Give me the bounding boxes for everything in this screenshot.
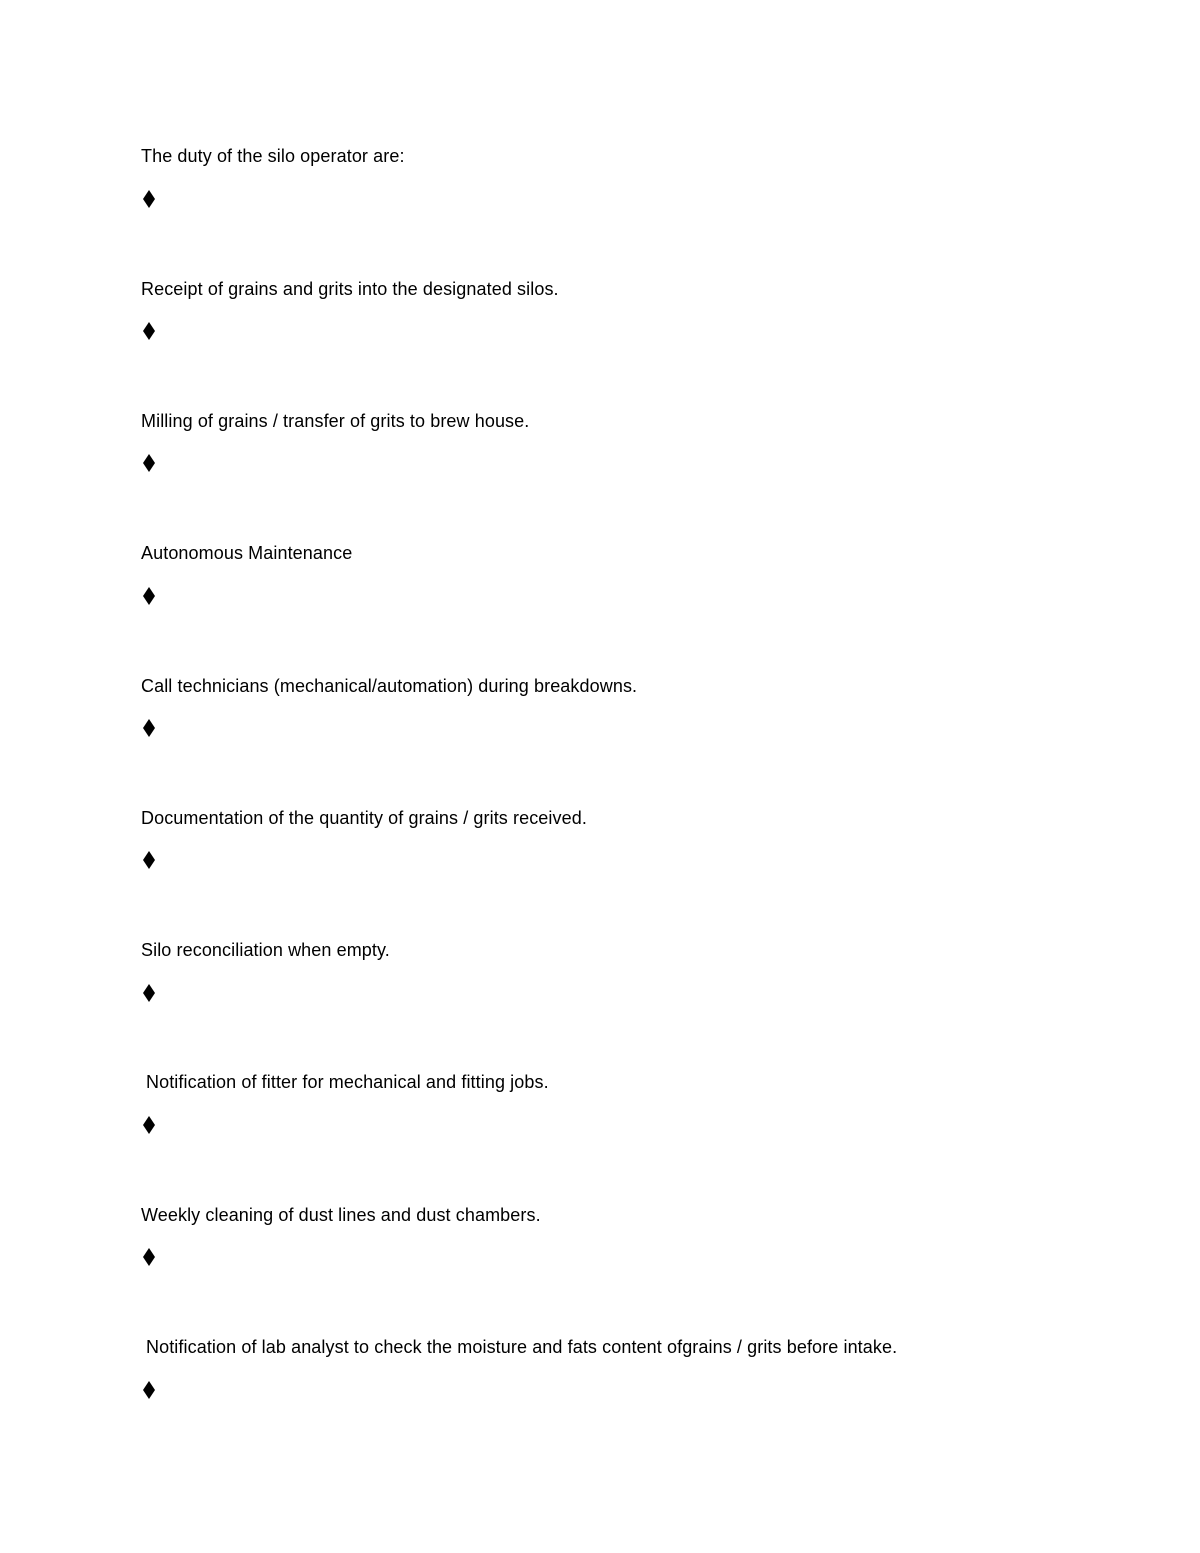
list-item: Documentation of the quantity of grains / grits received. — [141, 808, 587, 828]
black-diamond-icon — [140, 321, 158, 341]
black-diamond-icon — [140, 1115, 158, 1135]
black-diamond-icon — [140, 983, 158, 1003]
black-diamond-icon — [140, 189, 158, 209]
list-item: Autonomous Maintenance — [141, 543, 353, 563]
black-diamond-icon — [140, 1247, 158, 1267]
list-item: Weekly cleaning of dust lines and dust chambers. — [141, 1205, 541, 1225]
list-item: Call technicians (mechanical/automation) during breakdowns. — [141, 676, 638, 696]
black-diamond-icon — [140, 718, 158, 738]
list-item: Silo reconciliation when empty. — [141, 940, 390, 960]
black-diamond-icon — [140, 850, 158, 870]
list-item: Receipt of grains and grits into the designated silos. — [141, 279, 559, 299]
black-diamond-icon — [140, 453, 158, 473]
list-item: Notification of fitter for mechanical and fitting jobs. — [146, 1072, 549, 1092]
list-item: Notification of lab analyst to check the moisture and fats content ofgrains / grits before intake. — [146, 1337, 898, 1357]
document-heading: The duty of the silo operator are: — [141, 146, 405, 166]
black-diamond-icon — [140, 1380, 158, 1400]
black-diamond-icon — [140, 586, 158, 606]
list-item: Milling of grains / transfer of grits to brew house. — [141, 411, 530, 431]
